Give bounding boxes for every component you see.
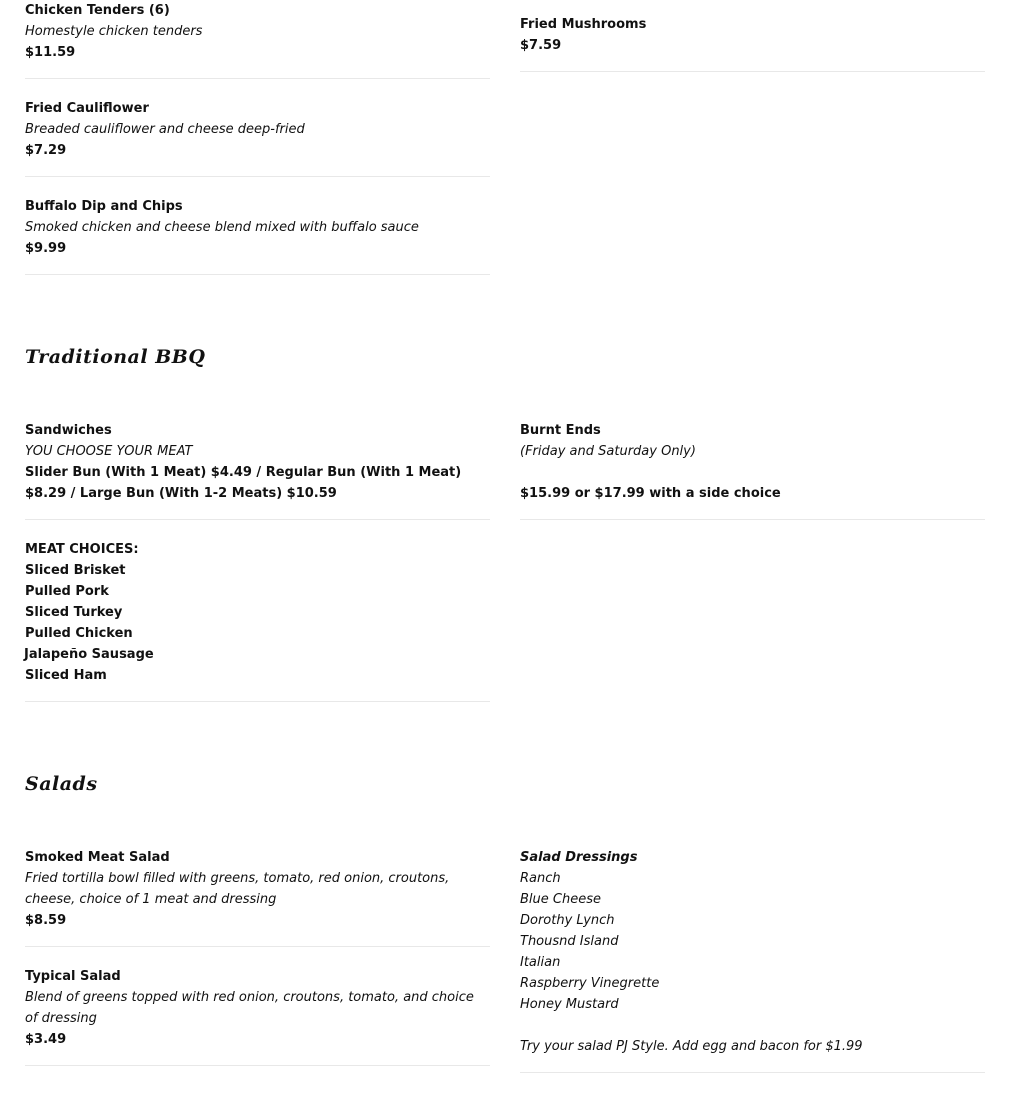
divider <box>25 274 490 275</box>
dressings-title: Salad Dressings <box>520 850 638 865</box>
salad-dressings-list <box>520 847 985 1057</box>
item-price: $15.99 or $17.99 with a side choice <box>520 486 781 501</box>
dressings-note: Try your salad PJ Style. Add egg and bacon for $1.99 <box>520 1039 863 1054</box>
item-name: Fried Mushrooms <box>520 17 647 32</box>
meat-choice: Sliced Ham <box>25 668 107 683</box>
item-description: Fried tortilla bowl filled with greens, tomato, red onion, croutons, cheese, choice of 1 meat and dressing <box>25 871 450 907</box>
divider <box>25 176 490 177</box>
menu-item-fried-mushrooms <box>520 14 985 56</box>
dressing-option: Italian <box>520 955 561 970</box>
meat-choice: Pulled Pork <box>25 584 109 599</box>
divider <box>25 1065 490 1066</box>
item-description: (Friday and Saturday Only) <box>520 444 696 459</box>
spacer <box>520 1015 985 1036</box>
item-name: Fried Cauliflower <box>25 101 149 116</box>
item-price: Slider Bun (With 1 Meat) $4.49 / Regular Bun (With 1 Meat) $8.29 / Large Bun (With 1-2 Meats) $10.59 <box>25 465 462 501</box>
dressing-option: Honey Mustard <box>520 997 619 1012</box>
item-price: $7.29 <box>25 143 67 158</box>
menu-item-sandwiches <box>25 420 490 504</box>
item-price: $8.59 <box>25 913 67 928</box>
dressing-option: Dorothy Lynch <box>520 913 615 928</box>
item-price: $7.59 <box>520 38 562 53</box>
item-description: YOU CHOOSE YOUR MEAT <box>25 444 193 459</box>
meat-choice: Sliced Turkey <box>25 605 123 620</box>
item-description: Homestyle chicken tenders <box>25 24 203 39</box>
item-price: $11.59 <box>25 45 76 60</box>
divider <box>25 701 490 702</box>
item-name: Smoked Meat Salad <box>25 850 170 865</box>
dressing-option: Raspberry Vinegrette <box>520 976 660 991</box>
divider <box>520 519 985 520</box>
dressing-option: Blue Cheese <box>520 892 601 907</box>
item-name: Chicken Tenders (6) <box>25 3 170 18</box>
meat-choice: Pulled Chicken <box>25 626 133 641</box>
item-price: $3.49 <box>25 1032 67 1047</box>
meat-choice: Sliced Brisket <box>25 563 126 578</box>
section-title-bbq: Traditional BBQ <box>25 346 206 368</box>
menu-item-buffalo-dip <box>25 196 490 259</box>
item-name: Typical Salad <box>25 969 121 984</box>
menu-item-smoked-meat-salad <box>25 847 490 931</box>
dressing-option: Ranch <box>520 871 561 886</box>
divider <box>25 78 490 79</box>
meat-choice: Jalapeño Sausage <box>24 647 154 662</box>
dressing-option: Thousnd Island <box>520 934 619 949</box>
item-price: $9.99 <box>25 241 67 256</box>
menu-item-typical-salad <box>25 966 490 1050</box>
item-name: Sandwiches <box>25 423 112 438</box>
meat-choices-heading: MEAT CHOICES: <box>25 542 139 557</box>
divider <box>520 71 985 72</box>
item-name: Buffalo Dip and Chips <box>25 199 183 214</box>
section-title-salads: Salads <box>25 773 98 795</box>
item-description: Blend of greens topped with red onion, croutons, tomato, and choice of dressing <box>25 990 474 1026</box>
item-description: Smoked chicken and cheese blend mixed with buffalo sauce <box>25 220 419 235</box>
divider <box>520 1072 985 1073</box>
divider <box>25 519 490 520</box>
item-description: Breaded cauliflower and cheese deep-fried <box>25 122 305 137</box>
menu-item-chicken-tenders <box>25 0 490 63</box>
menu-item-fried-cauliflower <box>25 98 490 161</box>
menu-item-burnt-ends <box>520 420 985 504</box>
spacer <box>520 462 985 483</box>
meat-choices-list <box>25 539 490 686</box>
item-name: Burnt Ends <box>520 423 601 438</box>
divider <box>25 946 490 947</box>
